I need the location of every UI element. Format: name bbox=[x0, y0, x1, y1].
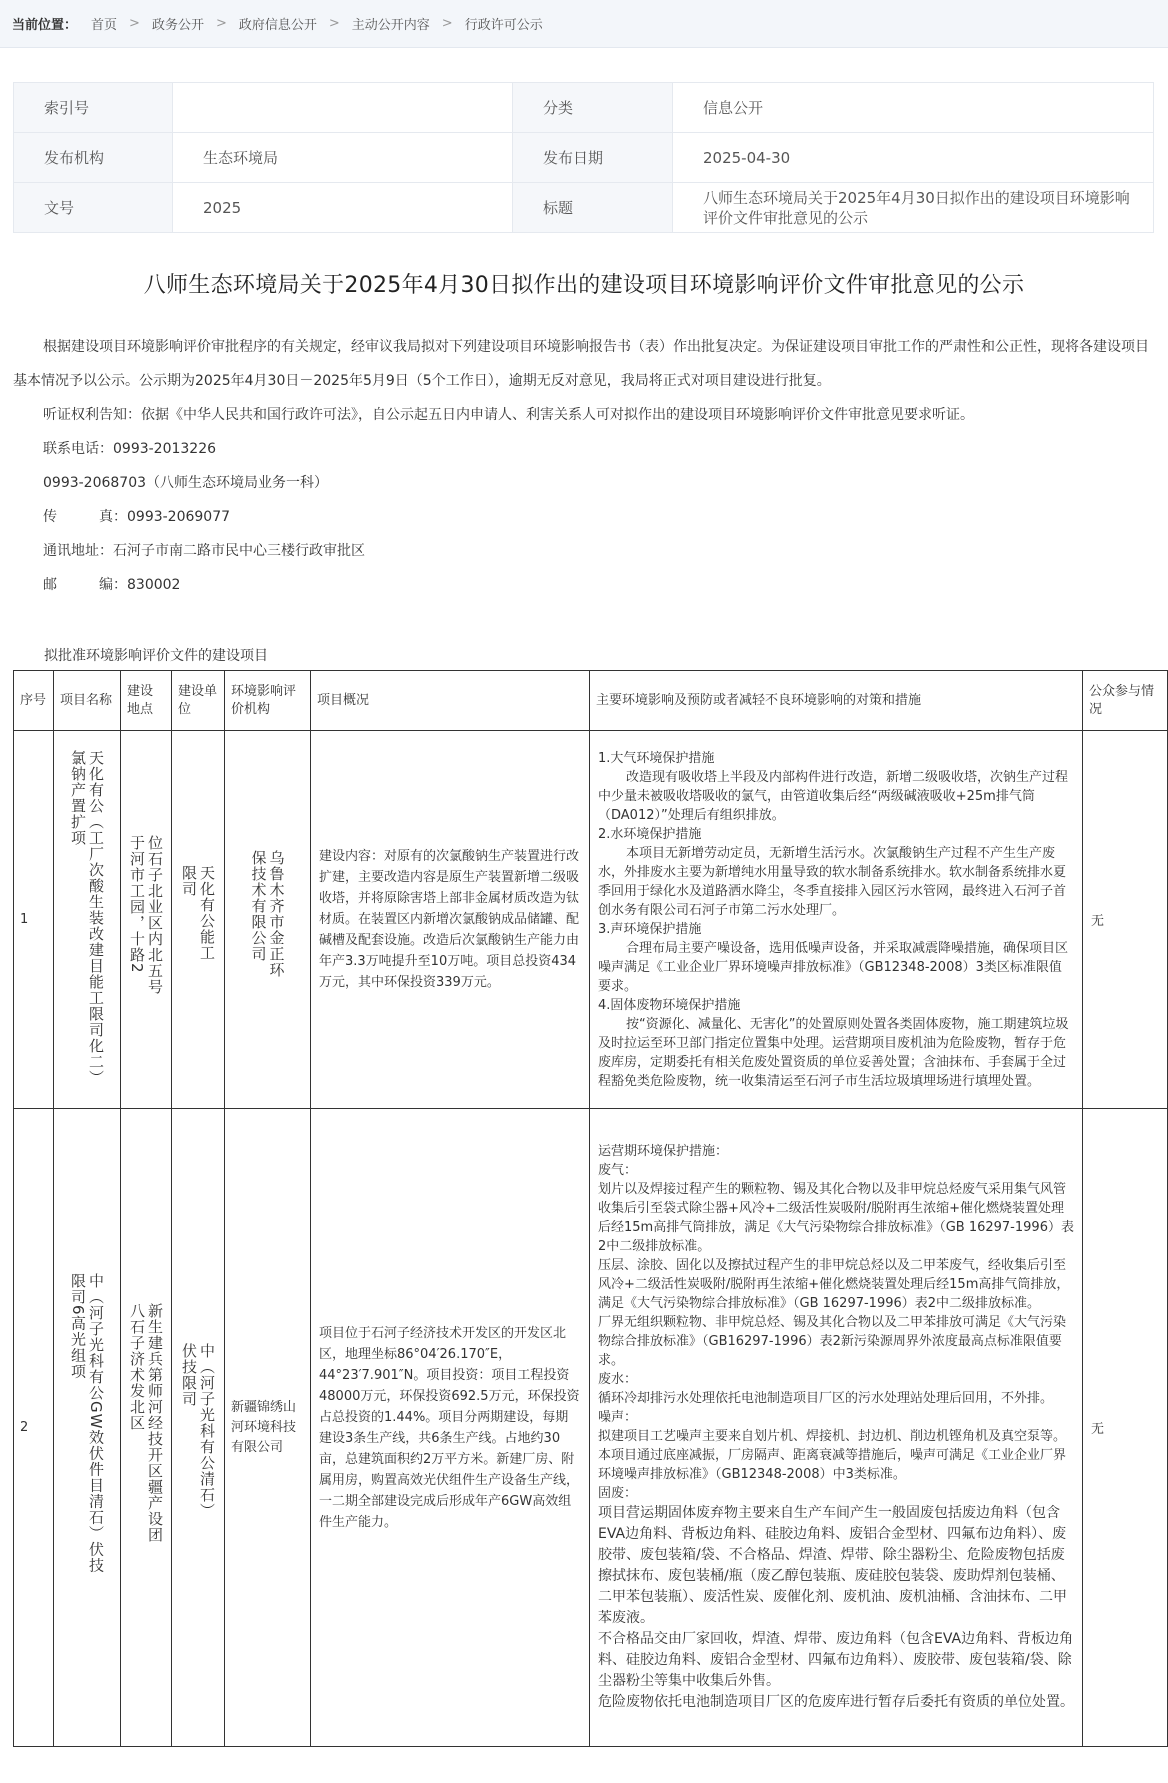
measure-line: 拟建项目工艺噪声主要来自划片机、焊接机、封边机、削边机铿角机及真空泵等。本项目通过底座减振，厂房隔声、距离衰减等措施后，噪声可满足《工业企业厂界环境噪声排放标准》（GB12348-2008）中3类标准。 bbox=[598, 1429, 1067, 1482]
header-summary: 项目概况 bbox=[311, 671, 590, 731]
header-public-opinion: 公众参与情况 bbox=[1083, 671, 1168, 731]
header-unit: 建设单位 bbox=[172, 671, 225, 731]
metadata-table bbox=[13, 82, 1154, 233]
measure-line: 压层、涂胶、固化以及擦拭过程产生的非甲烷总烃以及二甲苯废气，经收集后引至风冷+二级活性炭吸附/脱附再生浓缩+催化燃烧装置处理后经15m高排气筒排放，满足《大气污染物综合排放标准》（GB 16297-1996）表2中二级排放标准。 bbox=[598, 1258, 1070, 1311]
measure-line: 噪声： bbox=[598, 1410, 638, 1425]
hearing-notice: 听证权利告知：依据《中华人民共和国行政许可法》，自公示起五日内申请人、利害关系人可对拟作出的建设项目环境影响评价文件审批意见要求听证。 bbox=[43, 407, 974, 423]
doc-title-label: 标题 bbox=[513, 183, 673, 233]
publish-date-label: 发布日期 bbox=[513, 133, 673, 183]
project-site: 新生建兵第师河经技开区疆产设团八石子济术发北区 bbox=[128, 1302, 164, 1543]
row-seq: 2 bbox=[14, 1109, 54, 1747]
breadcrumb-label: 当前位置： bbox=[12, 18, 78, 33]
contact-phone-2: 0993-2068703（八师生态环境局业务一科） bbox=[43, 475, 329, 491]
project-name: 中（河子光科有公GW效伏件目清石）伏技限司6高光组项 bbox=[69, 1272, 105, 1573]
project-measures bbox=[590, 731, 1083, 1109]
contact-fax: 传 真：0993-2069077 bbox=[43, 509, 231, 525]
table-row bbox=[14, 1109, 1168, 1747]
measure-line: 不合格品交由厂家回收，焊渣、焊带、废边角料（包含EVA边角料、背板边角料、硅胶边角料、废铝合金型材、四氟布边角料）、废胶带、废包装箱/袋、除尘器粉尘等集中收集后外售。 bbox=[598, 1631, 1074, 1689]
measure-line: 固废： bbox=[598, 1486, 638, 1501]
doc-number-value: 2025 bbox=[173, 183, 513, 233]
doc-number-label: 文号 bbox=[14, 183, 173, 233]
breadcrumb bbox=[0, 0, 1168, 48]
eia-agency: 新疆锦绣山河环境科技有限公司 bbox=[225, 1109, 311, 1747]
breadcrumb-admin-license[interactable]: 行政许可公示 bbox=[464, 18, 543, 33]
measure-title: 4.固体废物环境保护措施 bbox=[598, 997, 741, 1013]
header-measures: 主要环境影响及预防或者减轻不良环境影响的对策和措施 bbox=[590, 671, 1083, 731]
table-row bbox=[14, 731, 1168, 1109]
measure-text: 按“资源化、减量化、无害化”的处置原则处置各类固体废物，施工期建筑垃圾及时拉运至环卫部门指定位置集中处理。运营期项目废机油为危险废物，暂存于危废库房，定期委托有相关危废处置资质的单位妥善处置；含油抹布、手套属于全过程豁免类危险废物，统一收集清运至石河子市生活垃圾填埋场进行填埋处置。 bbox=[598, 1016, 1069, 1089]
project-unit: 中（河子光科有公清石）伏技限司 bbox=[180, 1342, 216, 1511]
measure-title: 2.水环境保护措施 bbox=[598, 826, 702, 842]
project-list-caption: 拟批准环境影响评价文件的建设项目 bbox=[44, 648, 268, 664]
measure-line: 划片以及焊接过程产生的颗粒物、锡及其化合物以及非甲烷总烃废气采用集气风管收集后引至袋式除尘器+风冷+二级活性炭吸附/脱附再生浓缩+催化燃烧装置处理后经15m高排气筒排放，满足《大气污染物综合排放标准》（GB 16297-1996）表2中二级排放标准。 bbox=[598, 1182, 1074, 1254]
measure-title: 1.大气环境保护措施 bbox=[598, 750, 715, 766]
breadcrumb-separator-icon: > bbox=[215, 16, 227, 31]
publisher-value: 生态环境局 bbox=[173, 133, 513, 183]
public-opinion: 无 bbox=[1083, 1109, 1168, 1747]
project-summary: 建设内容：对原有的次氯酸钠生产装置进行改扩建，主要改造内容是原生产装置新增二级吸收塔，并将原除害塔上部非金属材质改造为钛材质。在装置区内新增次氯酸钠成品储罐、配碱槽及配套设施。改造后次氯酸钠生产能力由年产3.3万吨提升至10万吨。项目总投资434万元，其中环保投资339万元。 bbox=[311, 731, 590, 1109]
header-site: 建设地点 bbox=[121, 671, 172, 731]
measure-line: 废气： bbox=[598, 1163, 638, 1178]
measure-line: 危险废物依托电池制造项目厂区的危废库进行暂存后委托有资质的单位处置。 bbox=[598, 1694, 1074, 1710]
project-unit: 天化有公能工限司 bbox=[180, 864, 216, 961]
contact-phone: 联系电话：0993-2013226 bbox=[43, 441, 217, 457]
contact-postcode: 邮 编：830002 bbox=[43, 577, 181, 593]
article-body bbox=[13, 330, 1153, 602]
publish-date-value: 2025-04-30 bbox=[673, 133, 1154, 183]
measure-line: 循环冷却排污水处理依托电池制造项目厂区的污水处理站处理后回用，不外排。 bbox=[598, 1391, 1054, 1406]
breadcrumb-active-disclosure[interactable]: 主动公开内容 bbox=[351, 18, 430, 33]
breadcrumb-separator-icon: > bbox=[328, 16, 340, 31]
publisher-label: 发布机构 bbox=[14, 133, 173, 183]
category-value: 信息公开 bbox=[673, 83, 1154, 133]
measure-line: 厂界无组织颗粒物、非甲烷总烃、锡及其化合物以及二甲苯排放可满足《大气污染物综合排放标准》（GB16297-1996）表2新污染源周界外浓度最高点标准限值要求。 bbox=[598, 1315, 1067, 1368]
page-title: 八师生态环境局关于2025年4月30日拟作出的建设项目环境影响评价文件审批意见的公示 bbox=[143, 273, 1025, 298]
measure-title: 3.声环境保护措施 bbox=[598, 921, 702, 937]
projects-table bbox=[13, 670, 1168, 1747]
project-measures bbox=[590, 1109, 1083, 1747]
index-label: 索引号 bbox=[14, 83, 173, 133]
table-header-row bbox=[14, 671, 1168, 731]
measure-text: 本项目无新增劳动定员，无新增生活污水。次氯酸钠生产过程不产生生产废水，外排废水主要为新增纯水用量导致的软水制备系统排水。软水制备系统排水夏季回用于绿化水及道路洒水降尘，冬季直接排入园区污水管网，最终进入石河子首创水务有限公司石河子市第二污水处理厂。 bbox=[598, 845, 1067, 918]
breadcrumb-separator-icon: > bbox=[129, 16, 140, 31]
measure-line: 废水： bbox=[598, 1372, 638, 1387]
public-opinion: 无 bbox=[1083, 731, 1168, 1109]
measure-line: 运营期环境保护措施： bbox=[598, 1144, 729, 1159]
contact-address: 通讯地址：石河子市南二路市民中心三楼行政审批区 bbox=[43, 543, 365, 559]
header-project-name: 项目名称 bbox=[54, 671, 121, 731]
breadcrumb-gov-info[interactable]: 政府信息公开 bbox=[238, 18, 317, 33]
category-label: 分类 bbox=[513, 83, 673, 133]
eia-agency: 乌鲁木齐市金正环保技术有限公司 bbox=[249, 849, 286, 978]
index-value bbox=[173, 83, 513, 133]
intro-paragraph: 根据建设项目环境影响评价审批程序的有关规定，经审议我局拟对下列建设项目环境影响报告书（表）作出批复决定。为保证建设项目审批工作的严肃性和公正性，现将各建设项目基本情况予以公示。公示期为2025年4月30日－2025年5月9日（5个工作日），逾期无反对意见，我局将正式对项目建设进行批复。 bbox=[13, 339, 1149, 389]
measure-text: 改造现有吸收塔上半段及内部构件进行改造，新增二级吸收塔，次钠生产过程中少量未被吸收塔吸收的氯气，由管道收集后经“两级碱液吸收+25m排气筒（DA012）”处理后有组织排放。 bbox=[598, 769, 1069, 823]
doc-title-value: 八师生态环境局关于2025年4月30日拟作出的建设项目环境影响评价文件审批意见的公示 bbox=[673, 183, 1154, 233]
header-eia-agency: 环境影响评价机构 bbox=[225, 671, 311, 731]
project-summary: 项目位于石河子经济技术开发区的开发区北区，地理坐标86°04′26.170″E，44°23′7.901″N。项目投资：项目工程投资48000万元，环保投资692.5万元，环保投资占总投资的1.44%。项目分两期建设，每期建设3条生产线，共6条生产线。占地约30亩，总建筑面积约2万平方米。新建厂房、附属用房，购置高效光伏组件生产设备生产线，一二期全部建设完成后形成年产6GW高效组件生产能力。 bbox=[311, 1109, 590, 1747]
measure-line: 项目营运期固体废弃物主要来自生产车间产生一般固废包括废边角料（包含EVA边角料、背板边角料、硅胶边角料、废铝合金型材、四氟布边角料）、废胶带、废包装箱/袋、不合格品、焊渣、焊带、除尘器粉尘、危险废物包括废擦拭抹布、废包装桶/瓶（废乙醇包装瓶、废硅胶包装袋、废助焊剂包装桶、二甲苯包装瓶）、废活性炭、废催化剂、废机油、废机油桶、含油抹布、二甲苯废液。 bbox=[598, 1505, 1067, 1626]
breadcrumb-separator-icon: > bbox=[441, 16, 453, 31]
breadcrumb-home[interactable]: 首页 bbox=[91, 18, 118, 33]
breadcrumb-gov-affairs[interactable]: 政务公开 bbox=[151, 18, 204, 33]
project-name: 天化有公（工厂次酸生装改建目能工限司化二）氯钠产置扩项 bbox=[69, 749, 105, 1086]
header-seq: 序号 bbox=[14, 671, 54, 731]
project-site: 位石子北业区内北五号于河市工园，十路2 bbox=[128, 834, 164, 995]
measure-text: 合理布局主要产噪设备，选用低噪声设备，并采取减震降噪措施，确保项目区噪声满足《工业企业厂界环境噪声排放标准》（GB12348-2008）3类区标准限值要求。 bbox=[598, 940, 1069, 994]
row-seq: 1 bbox=[14, 731, 54, 1109]
